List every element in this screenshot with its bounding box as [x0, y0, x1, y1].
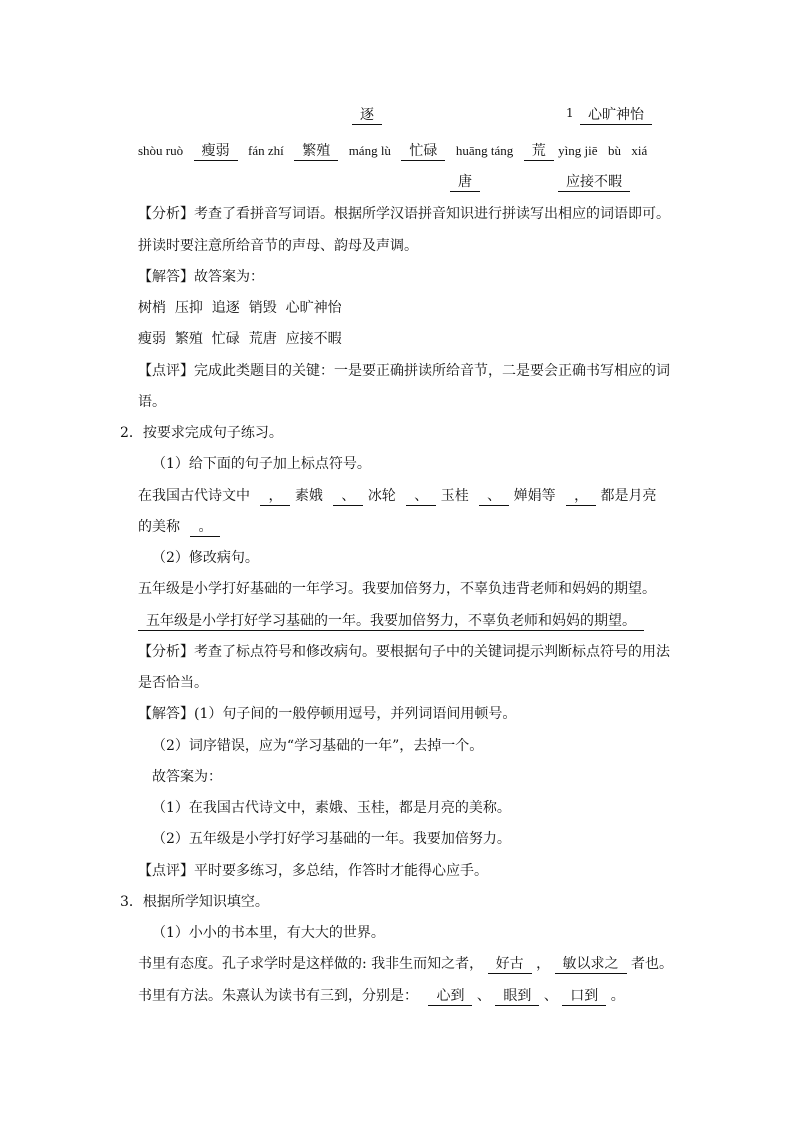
pinyin-manglu: máng lù [348, 143, 391, 158]
word-zhu: 逐 [352, 106, 382, 125]
word-huang: 荒 [524, 142, 554, 161]
pinyin-shouruo: shòu ruò [138, 143, 184, 158]
q2-comment: 【点评】平时要多练习，多总结，作答时才能得心应手。 [138, 863, 488, 879]
q1-answer-line2: 瘦弱 繁殖 忙碌 荒唐 应接不暇 [138, 331, 342, 347]
q1-answer-line1: 树梢 压抑 追逐 销毁 心旷神怡 [138, 300, 342, 316]
q3-title: 3．根据所学知识填空。 [120, 894, 269, 910]
blank-6: 。 [190, 518, 220, 537]
word-xinkuangshenyi: 心旷神怡 [580, 106, 652, 125]
q2-fixed-sentence: 五年级是小学打好学习基础的一年。我要加倍努力，不辜负老师和妈妈的期望。 [138, 611, 644, 631]
q2-analysis-cont: 是否恰当。 [138, 675, 208, 691]
fill-haogu: 好古 [488, 955, 532, 974]
fill-koudao: 口到 [562, 987, 606, 1006]
q2-analysis: 【分析】考查了标点符号和修改病句。要根据句子中的关键词提示判断标点符号的用法 [138, 644, 670, 660]
q1-comment: 【点评】完成此类题目的关键：一是要正确拼读所给音节，二是要会正确书写相应的词 [138, 363, 670, 379]
q1-analysis: 【分析】考查了看拼音写词语。根据所学汉语拼音知识进行拼读写出相应的词语即可。 [138, 206, 670, 222]
word-manglu: 忙碌 [401, 142, 445, 161]
word-tang: 唐 [450, 173, 480, 192]
q1-answer-title: 【解答】故答案为： [138, 269, 264, 285]
number-one: 1 [566, 106, 574, 120]
q2-answer1: （1）在我国古代诗文中，素娥、玉桂，都是月亮的美称。 [152, 800, 511, 816]
fill-minyiqiuzhi: 敏以求之 [555, 955, 627, 974]
q2-sentence1: 在我国古代诗文中 ， 素娥 、 冰轮 、 玉桂 、 婵娟等 ， 都是月亮 [138, 488, 657, 504]
q3-sub1: （1）小小的书本里，有大大的世界。 [152, 925, 385, 941]
fill-yandao: 眼到 [495, 987, 539, 1006]
blank-2: 、 [333, 487, 363, 506]
blank-1: ， [260, 487, 290, 506]
q2-wrong-sentence: 五年级是小学打好基础的一年学习。我要加倍努力，不辜负违背老师和妈妈的期望。 [138, 581, 656, 597]
pinyin-fanzhi: fán zhí [248, 143, 284, 158]
q2-solve1: 【解答】(1）句子间的一般停顿用逗号，并列词语间用顿号。 [138, 706, 517, 722]
q2-sub1: （1）给下面的句子加上标点符号。 [152, 456, 371, 472]
q2-sentence1-cont: 的美称 。 [138, 517, 220, 537]
word-yingjiebuxia: 应接不暇 [558, 173, 630, 192]
fill-xindao: 心到 [428, 987, 472, 1006]
blank-4: 、 [479, 487, 509, 506]
pinyin-xia: xiá [631, 143, 648, 158]
q2-answer-title: 故答案为： [152, 769, 222, 785]
q2-title: 2．按要求完成句子练习。 [120, 425, 283, 441]
blank-3: 、 [406, 487, 436, 506]
q3-line1: 书里有态度。孔子求学时是这样做的: 我非生而知之者， 好古 ， 敏以求之 者也。 [138, 956, 673, 972]
word-fanzhi: 繁殖 [294, 142, 338, 161]
q1-analysis-cont: 拼读时要注意所给音节的声母、韵母及声调。 [138, 238, 418, 254]
q2-answer2: （2）五年级是小学打好学习基础的一年。我要加倍努力。 [152, 831, 511, 847]
q3-line2: 书里有方法。朱熹认为读书有三到，分别是： 心到 、 眼到 、 口到 。 [138, 988, 625, 1004]
pinyin-bu: bù [607, 143, 621, 158]
q1-comment-cont: 语。 [138, 394, 166, 410]
pinyin-huangtang: huāng táng [455, 143, 514, 158]
blank-5: ， [566, 487, 596, 506]
q2-sub2: （2）修改病句。 [152, 550, 259, 566]
q2-solve2: （2）词序错误，应为“学习基础的一年”，去掉一个。 [152, 738, 484, 754]
word-shouruo: 瘦弱 [194, 142, 238, 161]
pinyin-row-2 [138, 141, 647, 161]
pinyin-yingjie: yìng jiē [558, 143, 598, 158]
